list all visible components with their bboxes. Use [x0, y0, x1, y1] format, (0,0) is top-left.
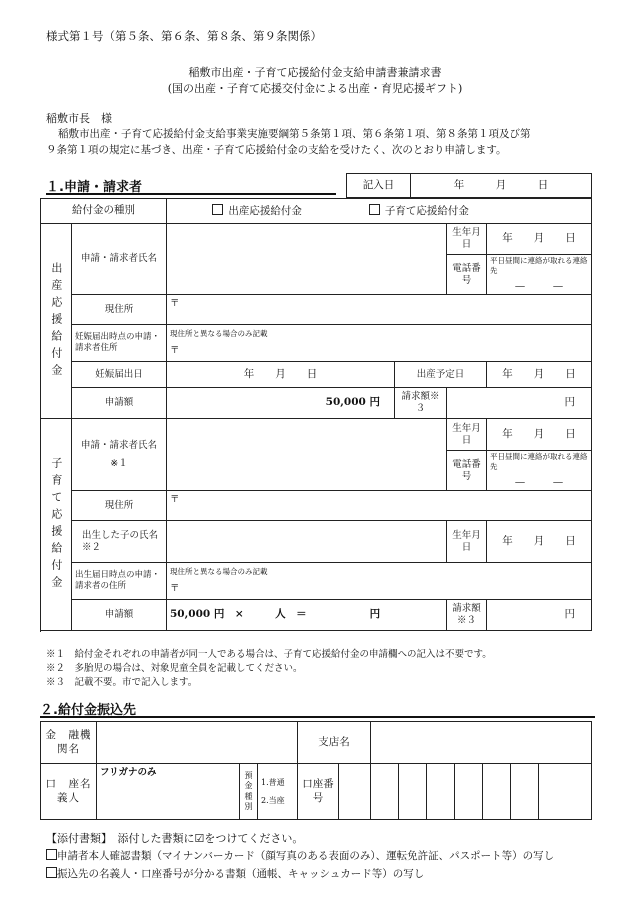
benefit-type-options	[167, 199, 592, 224]
branch-field[interactable]	[371, 722, 592, 764]
child-claim-label: 請求額※３	[447, 600, 487, 631]
born-child-dob-field[interactable]: 年 月 日	[487, 521, 592, 563]
intro-line-2: ９条第１項の規定に基づき、出産・子育て応援給付金の支給を受けたく、次のとおり申請します。	[46, 144, 507, 156]
yen-unit: 円	[564, 396, 575, 409]
intro-line-1: 稲敷市出産・子育て応援給付金支給事業実施要綱第５条第１項、第６条第１項、第８条第１項及び第	[58, 128, 531, 140]
birth-report-address-field[interactable]	[167, 563, 592, 600]
birth-claim-field[interactable]	[447, 388, 592, 419]
birth-name-label: 申請・請求者氏名	[72, 224, 167, 295]
birth-name-field[interactable]	[167, 224, 447, 295]
account-digit-7[interactable]	[511, 764, 539, 820]
account-digit-6[interactable]	[483, 764, 511, 820]
deposit-option-current[interactable]: 2.当座	[261, 795, 285, 805]
postal-mark: 〒	[170, 298, 180, 309]
bank-name-label: 金 融機関名	[41, 722, 97, 764]
account-digit-2[interactable]	[371, 764, 399, 820]
child-claim-field[interactable]	[487, 600, 592, 631]
form-subtitle: (国の出産・子育て応援交付金による出産・育児応援ギフト)	[167, 82, 463, 95]
entry-date-field[interactable]: 年 月 日	[411, 174, 592, 198]
benefit-type-label: 給付金の種別	[41, 199, 167, 224]
child-name-field[interactable]	[167, 419, 447, 491]
type-option-child-label: 子育て応援給付金	[384, 204, 469, 217]
birth-dob-field[interactable]: 年 月 日	[487, 224, 592, 255]
bank-table	[40, 721, 592, 820]
checkbox-icon[interactable]	[369, 204, 380, 215]
attachments-heading: 【添付書類】 添付した書類に☑をつけてください。	[46, 832, 304, 845]
born-child-name-label: 出生した子の氏名※２	[72, 521, 167, 563]
account-digit-8[interactable]	[539, 764, 592, 820]
child-phone-value: ― ―	[515, 476, 563, 488]
note-3: ※３ 記載不要。市で記入します。	[46, 677, 198, 688]
section2-heading	[40, 699, 595, 718]
attachment-item-2-label: 振込先の名義人・口座番号が分かる書類（通帳、キャッシュカード等）の写し	[57, 868, 425, 880]
bank-name-field[interactable]	[97, 722, 298, 764]
branch-label: 支店名	[298, 722, 371, 764]
account-number-label: 口座番号	[298, 764, 339, 820]
pregnancy-date-field[interactable]: 年 月 日	[167, 362, 395, 388]
child-name-mark: ※１	[110, 457, 128, 469]
birth-group-label: 出産応援給付金	[41, 224, 72, 419]
child-dob-label: 生年月日	[447, 419, 487, 451]
deposit-option-ordinary[interactable]: 1.普通	[261, 777, 285, 787]
checkbox-icon[interactable]	[212, 204, 223, 215]
birth-phone-note: 平日昼間に連絡が取れる連絡先	[490, 256, 588, 275]
yen-unit: 円	[564, 608, 575, 621]
birth-address-field[interactable]	[167, 295, 592, 325]
child-name-label-text: 申請・請求者氏名	[80, 439, 157, 451]
type-option-child[interactable]	[369, 205, 469, 217]
birth-report-address-note: 現住所と異なる場合のみ記載	[170, 567, 268, 577]
section1-heading	[46, 176, 336, 195]
checkbox-icon[interactable]	[46, 849, 57, 860]
account-digit-1[interactable]	[339, 764, 371, 820]
pregnancy-address-label: 妊娠届出時点の申請・請求者住所	[72, 325, 167, 362]
birth-phone-field[interactable]	[487, 255, 592, 295]
account-holder-field[interactable]	[97, 764, 240, 820]
section2-heading-text: ２.給付金振込先	[40, 703, 136, 718]
deposit-type-label: 預金種別	[240, 764, 258, 820]
type-option-birth[interactable]	[212, 205, 302, 217]
child-phone-field[interactable]	[487, 451, 592, 491]
kana-note: フリガナのみ	[100, 767, 157, 778]
account-digit-4[interactable]	[427, 764, 455, 820]
type-option-birth-label: 出産応援給付金	[228, 204, 302, 217]
postal-mark: 〒	[170, 582, 180, 594]
postal-mark: 〒	[170, 344, 180, 356]
child-name-label	[72, 419, 167, 491]
checkbox-icon[interactable]	[46, 867, 57, 878]
birth-amount-label: 申請額	[72, 388, 167, 419]
child-address-field[interactable]	[167, 491, 592, 521]
applicant-table	[40, 198, 592, 631]
section1-heading-text: １.申請・請求者	[46, 180, 142, 195]
entry-date-label: 記入日	[347, 174, 411, 198]
entry-date-table	[346, 173, 592, 198]
attachment-item-1[interactable]	[46, 848, 554, 863]
birth-claim-label: 請求額※３	[395, 388, 447, 419]
deposit-type-options[interactable]	[258, 764, 298, 820]
birth-dob-label: 生年月日	[447, 224, 487, 255]
birth-report-address-label: 出生届日時点の申請・請求者の住所	[72, 563, 167, 600]
form-title: 稲敷市出産・子育て応援給付金支給申請書兼請求書	[188, 66, 442, 79]
birth-phone-label: 電話番号	[447, 255, 487, 295]
note-2: ※２ 多胎児の場合は、対象児童全員を記載してください。	[46, 663, 303, 674]
pregnancy-address-note: 現住所と異なる場合のみ記載	[170, 329, 268, 339]
form-number: 様式第１号（第５条、第６条、第８条、第９条関係）	[46, 29, 322, 43]
account-digit-5[interactable]	[455, 764, 483, 820]
birth-address-label: 現住所	[72, 295, 167, 325]
child-amount-label: 申請額	[72, 600, 167, 631]
pregnancy-address-field[interactable]	[167, 325, 592, 362]
attachment-item-1-label: 申請者本人確認書類（マイナンバーカード（顔写真のある表面のみ）、運転免許証、パスポート等）の写し	[57, 850, 555, 862]
note-1: ※１ 給付金それぞれの申請者が同一人である場合は、子育て応援給付金の申請欄への記入は不要です。	[46, 649, 492, 660]
birth-amount-value: 50,000 円	[167, 388, 395, 419]
pregnancy-date-label: 妊娠届出日	[72, 362, 167, 388]
account-digit-3[interactable]	[399, 764, 427, 820]
attachment-item-2[interactable]	[46, 866, 424, 881]
account-holder-label: 口 座名義人	[41, 764, 97, 820]
child-phone-label: 電話番号	[447, 451, 487, 491]
child-group-label: 子育て応援給付金	[41, 419, 72, 631]
birth-phone-value: ― ―	[515, 280, 563, 292]
due-date-label: 出産予定日	[395, 362, 487, 388]
born-child-dob-label: 生年月日	[447, 521, 487, 563]
postal-mark: 〒	[170, 494, 180, 505]
child-phone-note: 平日昼間に連絡が取れる連絡先	[490, 452, 588, 471]
child-address-label: 現住所	[72, 491, 167, 521]
child-amount-value[interactable]: 50,000 円 × 人 ＝ 円	[167, 600, 447, 631]
due-date-field[interactable]: 年 月 日	[487, 362, 592, 388]
child-dob-field[interactable]: 年 月 日	[487, 419, 592, 451]
born-child-name-field[interactable]	[167, 521, 447, 563]
addressee: 稲敷市長 様	[46, 112, 112, 125]
